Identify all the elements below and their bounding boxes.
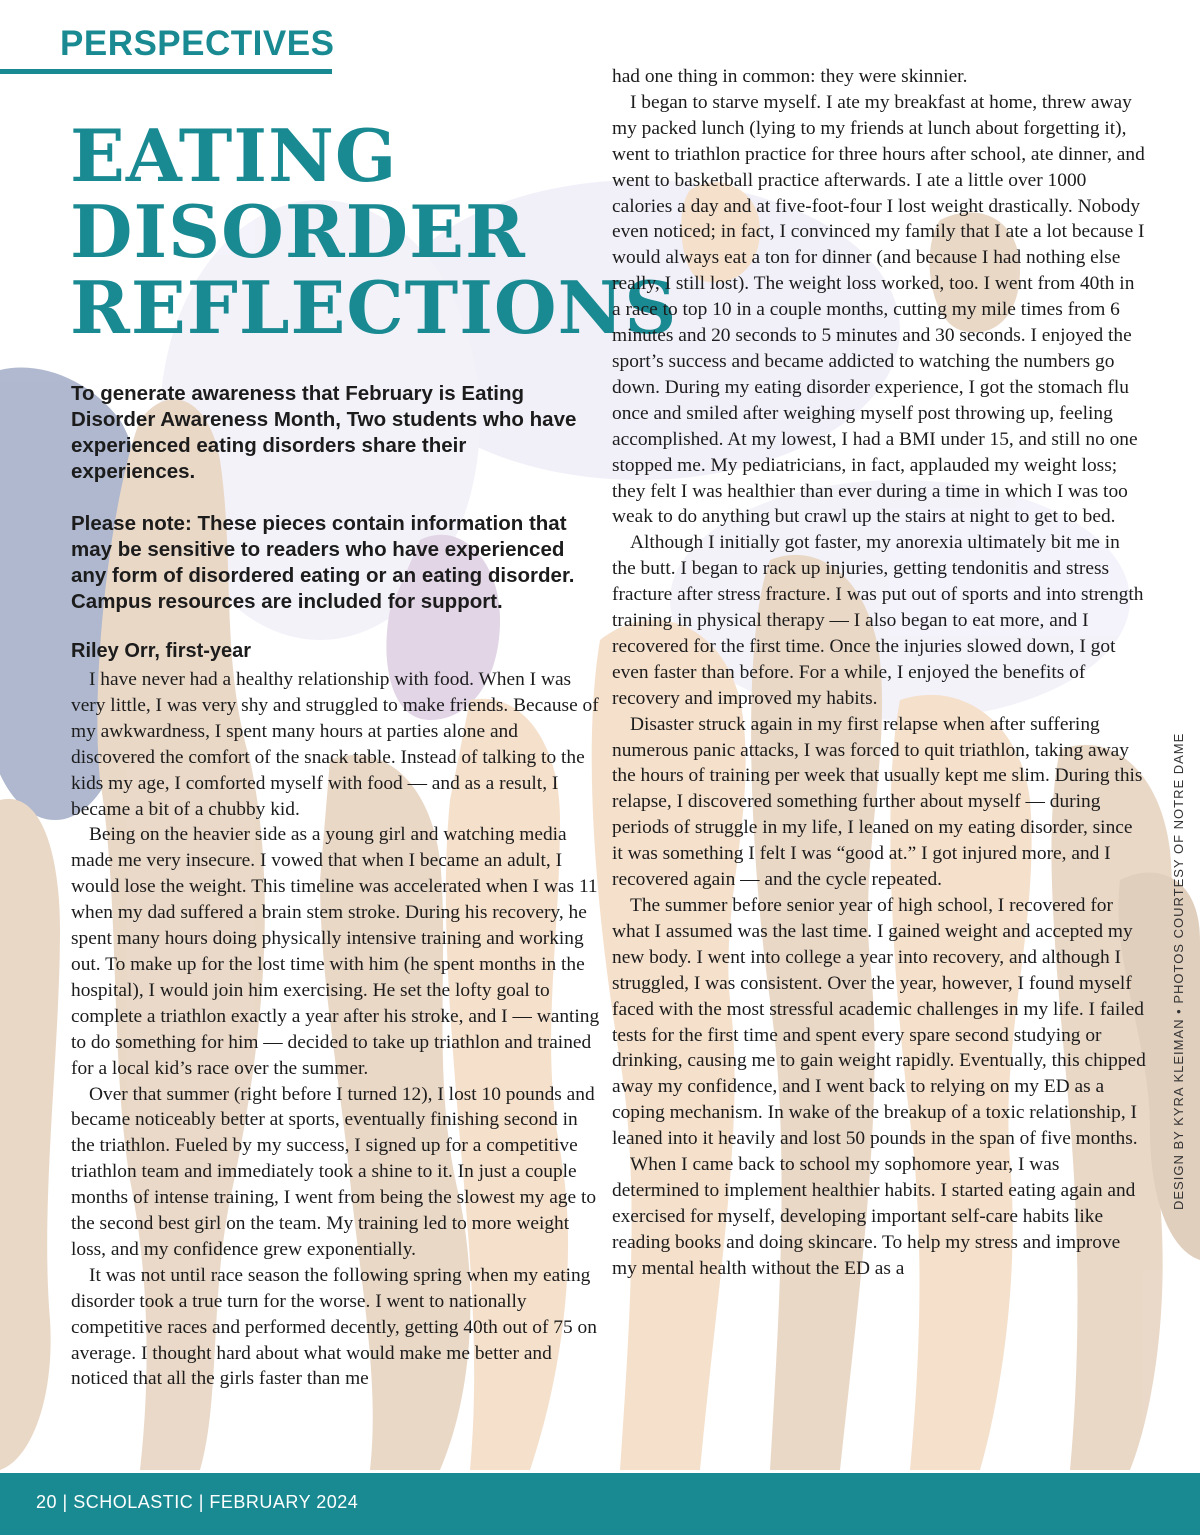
article-right-column <box>612 64 1147 1282</box>
content-warning-note: Please note: These pieces contain information that may be sensitive to readers who have experienced any form of disordered eating or an eating disorder. Campus resources are included for support. <box>71 512 575 613</box>
author-byline: Riley Orr, first-year <box>71 640 252 662</box>
paragraph: I began to starve myself. I ate my breakfast at home, threw away my packed lunch (lying to my friends at lunch about forgetting it), went to triathlon practice for three hours after school, ate dinner, and went to basketball practice afterwards. I ate a little over 1000 calories a day and at five-foot-four I lost weight drastically. Nobody even noticed; in fact, I convinced my family that I ate a lot because I would always eat a ton for dinner (and because I had nothing else really, I still lost). The weight loss worked, too. I went from 40th in a race to top 10 in a couple months, cutting my mile times from 6 minutes and 20 seconds to 5 minutes and 30 seconds. I enjoyed the sport’s success and became addicted to watching the numbers go down. During my eating disorder experience, I got the stomach flu once and smiled after weighing myself post throwing up, feeling accomplished. At my lowest, I had a BMI under 15, and still no one stopped me. My pediatricians, in fact, applauded my weight loss; they felt I was healthier than ever during a time in which I was too weak to do anything but crawl up the stairs at night to get to bed. <box>612 91 1145 528</box>
paragraph: It was not until race season the following spring when my eating disorder took a true turn for the worse. I went to nationally competitive races and performed decently, getting 40th out of 75 on average. I thought hard about what would make me better and noticed that all the girls faster than me <box>71 1264 597 1390</box>
section-label: PERSPECTIVES <box>60 24 335 63</box>
paragraph: I have never had a healthy relationship with food. When I was very little, I was very shy and struggled to make friends. Because of my awkwardness, I spent many hours at parties alone and discovered the comfort of the snack table. Instead of talking to the kids my age, I comforted myself with food — and as a result, I became a bit of a chubby kid. <box>71 669 599 820</box>
paragraph: had one thing in common: they were skinnier. <box>612 66 968 87</box>
paragraph: Disaster struck again in my first relapse when after suffering numerous panic attacks, I was forced to quit triathlon, taking away the hours of training per week that usually kept me slim. During this relapse, I discovered something further about myself — during periods of struggle in my life, I leaned on my eating disorder, since it was something I felt I was “good at.” I got injured more, and I recovered again — and the cycle repeated. <box>612 713 1143 891</box>
paragraph: Although I initially got faster, my anorexia ultimately bit me in the butt. I began to rack up injuries, getting tendonitis and stress fracture after stress fracture. I was put out of sports and into strength training in physical therapy — I also began to eat more, and I recovered for the first time. Once the injuries slowed down, I got even faster than before. For a while, I enjoyed the benefits of recovery and improved my habits. <box>612 532 1144 709</box>
headline-line-2: DISORDER <box>70 189 526 274</box>
paragraph: Being on the heavier side as a young girl and watching media made me very insecure. I vowed that when I became an adult, I would lose the weight. This timeline was accelerated when I was 11 when my dad suffered a brain stem stroke. During his recovery, he spent many hours doing physically intensive training and working out. To make up for the lost time with him (he spent months in the hospital), I would join him exercising. He set the lofty goal to complete a triathlon exactly a year after his stroke, and I — wanting to do something for him — decided to take up triathlon and trained for a local kid’s race over the summer. <box>71 824 600 1079</box>
headline-line-1: EATING <box>70 113 398 198</box>
design-photo-credit: DESIGN BY KYRA KLEIMAN • PHOTOS COURTESY OF NOTRE DAME <box>1171 732 1186 1210</box>
article-left-column <box>71 667 606 1392</box>
paragraph: The summer before senior year of high school, I recovered for what I assumed was the last time. I gained weight and accepted my new body. I went into college a year into recovery, and although I struggled, I was consistent. Over the year, however, I found myself faced with the most stressful academic challenges in my life. I failed tests for the first time and spent every spare second studying or drinking, causing me to gain weight rapidly. Eventually, this chipped away my confidence, and I went back to relying on my ED as a coping mechanism. In wake of the breakup of a toxic relationship, I leaned into it heavily and lost 50 pounds in the span of five months. <box>612 895 1146 1150</box>
intro-dek: To generate awareness that February is Eating Disorder Awareness Month, Two students who have experienced eating disorders share their experiences. <box>71 382 577 483</box>
headline-line-3: REFLECTIONS <box>70 265 678 350</box>
headline <box>70 113 678 350</box>
paragraph: When I came back to school my sophomore year, I was determined to implement healthier habits. I started eating again and exercised for myself, developing important self-care habits like reading books and doing skincare. To help my stress and improve my mental health without the ED as a <box>612 1154 1136 1279</box>
footer-text: 20 | SCHOLASTIC | FEBRUARY 2024 <box>36 1492 359 1512</box>
page-footer <box>0 1473 1200 1535</box>
paragraph: Over that summer (right before I turned 12), I lost 10 pounds and became noticeably better at sports, eventually finishing second in the triathlon. Fueled by my success, I signed up for a competitive triathlon team and immediately took a shine to it. In just a couple months of intense training, I went from being the slowest my age to the second best girl on the team. My training led to more weight loss, and my confidence grew exponentially. <box>71 1083 597 1260</box>
section-divider <box>0 69 332 74</box>
